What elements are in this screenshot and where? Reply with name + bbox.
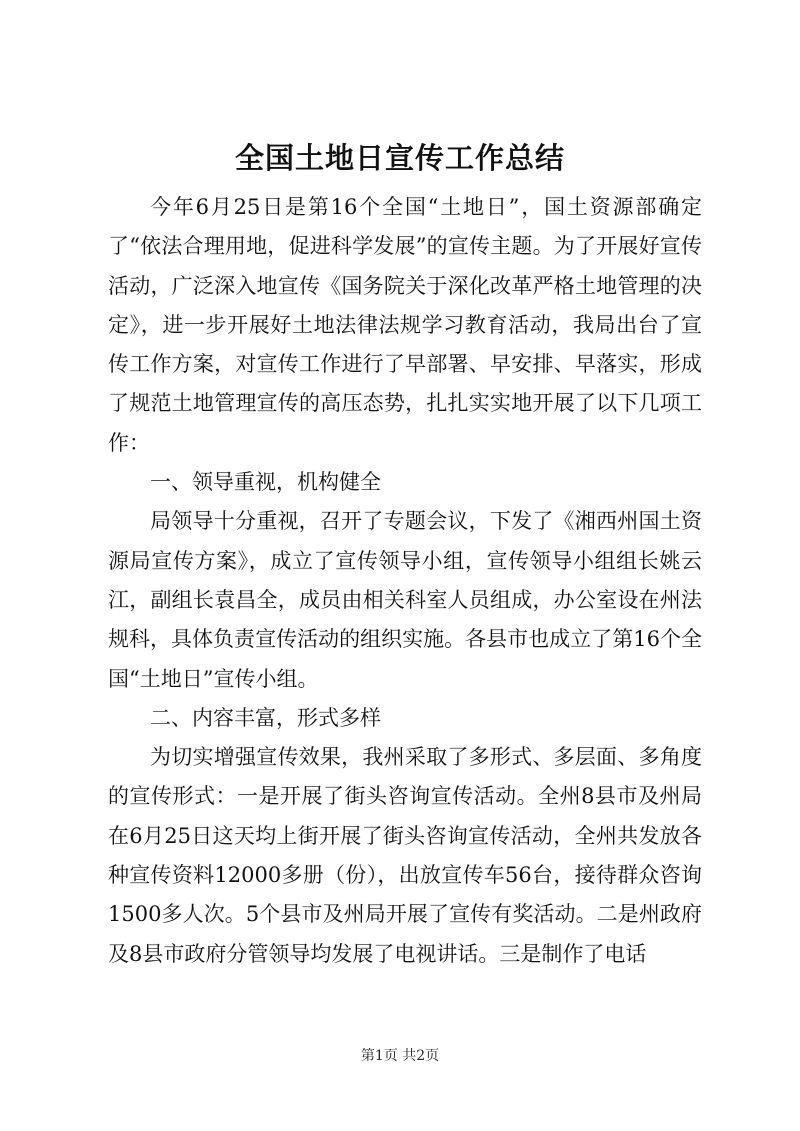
document-body	[108, 188, 702, 974]
section-2-paragraph: 为切实增强宣传效果，我州采取了多形式、多层面、多角度的宣传形式：一是开展了街头咨询宣传活动。全州8县市及州局在6月25日这天均上街开展了街头咨询宣传活动，全州共发放各种宣传资料12000多册（份），出放宣传车56台，接待群众咨询1500多人次。5个县市及州局开展了宣传有奖活动。二是州政府及8县市政府分管领导均发展了电视讲话。三是制作了电话	[108, 745, 702, 966]
section-heading-1: 一、领导重视，机构健全	[150, 470, 381, 495]
intro-paragraph: 今年6月25日是第16个全国“土地日”，国土资源部确定了“依法合理用地，促进科学发展”的宣传主题。为了开展好宣传活动，广泛深入地宣传《国务院关于深化改革严格土地管理的决定》，进一步开展好土地法律法规学习教育活动，我局出台了宣传工作方案，对宣传工作进行了早部署、早安排、早落实，形成了规范土地管理宣传的高压态势，扎扎实实地开展了以下几项工作：	[108, 195, 702, 455]
section-heading-2: 二、内容丰富，形式多样	[150, 705, 381, 730]
document-title: 全国土地日宣传工作总结	[234, 141, 565, 175]
page-number: 第1页 共2页	[360, 1048, 440, 1064]
section-1-paragraph: 局领导十分重视，召开了专题会议，下发了《湘西州国土资源局宣传方案》，成立了宣传领导小组，宣传领导小组组长姚云江，副组长袁昌全，成员由相关科室人员组成，办公室设在州法规科，具体负责宣传活动的组织实施。各县市也成立了第16个全国“土地日”宣传小组。	[108, 509, 702, 691]
